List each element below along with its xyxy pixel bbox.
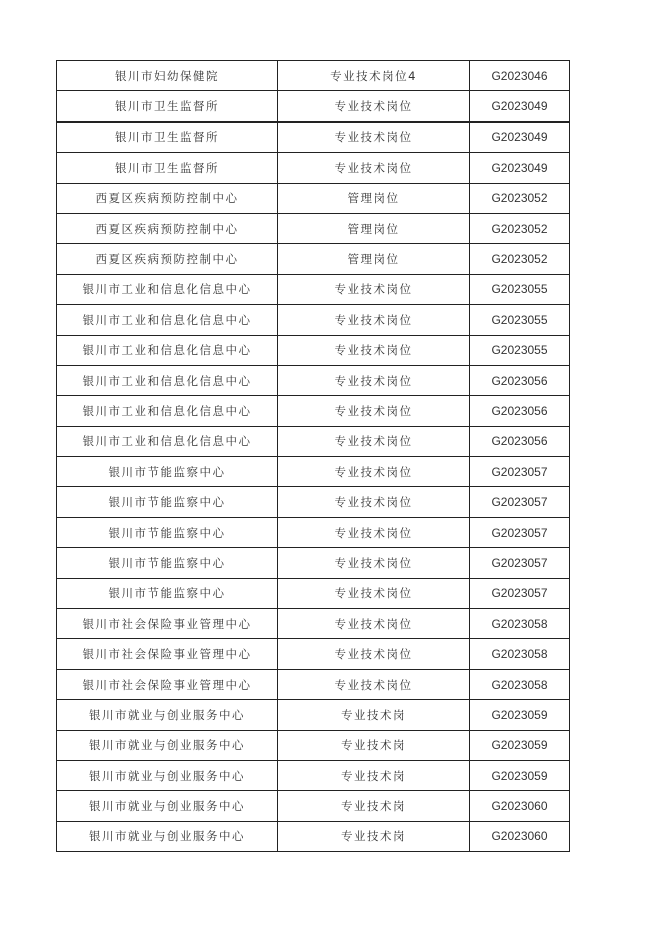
unit-cell: 银川市节能监察中心	[57, 487, 278, 517]
table-row	[57, 609, 570, 639]
code-cell: G2023049	[470, 122, 570, 153]
post-cell: 专业技术岗	[278, 730, 470, 760]
unit-cell: 西夏区疾病预防控制中心	[57, 244, 278, 274]
unit-cell: 银川市工业和信息化信息中心	[57, 426, 278, 456]
table-row	[57, 517, 570, 547]
table-row	[57, 669, 570, 699]
unit-cell: 西夏区疾病预防控制中心	[57, 183, 278, 213]
code-cell: G2023058	[470, 669, 570, 699]
unit-cell: 银川市社会保险事业管理中心	[57, 639, 278, 669]
table-row	[57, 760, 570, 790]
unit-cell: 西夏区疾病预防控制中心	[57, 213, 278, 243]
code-cell: G2023057	[470, 487, 570, 517]
code-cell: G2023049	[470, 91, 570, 122]
code-cell: G2023046	[470, 61, 570, 91]
table-row	[57, 791, 570, 821]
table-row	[57, 426, 570, 456]
positions-table	[56, 60, 570, 852]
table-row	[57, 213, 570, 243]
code-cell: G2023057	[470, 578, 570, 608]
unit-cell: 银川市卫生监督所	[57, 91, 278, 122]
code-cell: G2023059	[470, 700, 570, 730]
code-cell: G2023055	[470, 335, 570, 365]
post-cell: 专业技术岗位	[278, 517, 470, 547]
code-cell: G2023056	[470, 365, 570, 395]
unit-cell: 银川市节能监察中心	[57, 548, 278, 578]
unit-cell: 银川市社会保险事业管理中心	[57, 609, 278, 639]
post-cell: 专业技术岗位	[278, 274, 470, 304]
code-cell: G2023059	[470, 760, 570, 790]
code-cell: G2023055	[470, 274, 570, 304]
post-cell: 专业技术岗位	[278, 548, 470, 578]
table-row	[57, 821, 570, 851]
table-row	[57, 396, 570, 426]
post-cell: 管理岗位	[278, 213, 470, 243]
unit-cell: 银川市工业和信息化信息中心	[57, 305, 278, 335]
post-cell: 专业技术岗位4	[278, 61, 470, 91]
unit-cell: 银川市节能监察中心	[57, 517, 278, 547]
unit-cell: 银川市妇幼保健院	[57, 61, 278, 91]
post-cell: 专业技术岗位	[278, 122, 470, 153]
code-cell: G2023060	[470, 821, 570, 851]
post-cell: 专业技术岗	[278, 791, 470, 821]
unit-cell: 银川市就业与创业服务中心	[57, 730, 278, 760]
table-row	[57, 365, 570, 395]
table-row	[57, 305, 570, 335]
unit-cell: 银川市工业和信息化信息中心	[57, 396, 278, 426]
post-cell: 专业技术岗位	[278, 609, 470, 639]
post-cell: 专业技术岗位	[278, 305, 470, 335]
unit-cell: 银川市社会保险事业管理中心	[57, 669, 278, 699]
code-cell: G2023052	[470, 213, 570, 243]
post-cell: 管理岗位	[278, 244, 470, 274]
table-row	[57, 122, 570, 153]
code-cell: G2023058	[470, 639, 570, 669]
unit-cell: 银川市节能监察中心	[57, 578, 278, 608]
table-row	[57, 730, 570, 760]
code-cell: G2023059	[470, 730, 570, 760]
unit-cell: 银川市卫生监督所	[57, 122, 278, 153]
code-cell: G2023056	[470, 426, 570, 456]
post-cell: 专业技术岗位	[278, 335, 470, 365]
post-cell: 专业技术岗位	[278, 396, 470, 426]
code-cell: G2023057	[470, 548, 570, 578]
post-cell: 专业技术岗位	[278, 669, 470, 699]
table-row	[57, 183, 570, 213]
unit-cell: 银川市节能监察中心	[57, 457, 278, 487]
post-cell: 专业技术岗位	[278, 487, 470, 517]
table-row	[57, 153, 570, 183]
unit-cell: 银川市工业和信息化信息中心	[57, 274, 278, 304]
post-cell: 专业技术岗	[278, 700, 470, 730]
unit-cell: 银川市就业与创业服务中心	[57, 760, 278, 790]
post-cell: 专业技术岗	[278, 821, 470, 851]
code-cell: G2023056	[470, 396, 570, 426]
unit-cell: 银川市就业与创业服务中心	[57, 821, 278, 851]
code-cell: G2023052	[470, 183, 570, 213]
table-row	[57, 700, 570, 730]
code-cell: G2023049	[470, 153, 570, 183]
code-cell: G2023055	[470, 305, 570, 335]
table-row	[57, 61, 570, 91]
post-cell: 管理岗位	[278, 183, 470, 213]
post-cell: 专业技术岗位	[278, 365, 470, 395]
post-cell: 专业技术岗位	[278, 578, 470, 608]
table-row	[57, 244, 570, 274]
code-cell: G2023057	[470, 457, 570, 487]
post-cell: 专业技术岗位	[278, 426, 470, 456]
unit-cell: 银川市就业与创业服务中心	[57, 700, 278, 730]
table-row	[57, 274, 570, 304]
unit-cell: 银川市工业和信息化信息中心	[57, 365, 278, 395]
unit-cell: 银川市就业与创业服务中心	[57, 791, 278, 821]
table-row	[57, 487, 570, 517]
table-body	[57, 61, 570, 852]
code-cell: G2023060	[470, 791, 570, 821]
code-cell: G2023057	[470, 517, 570, 547]
post-cell: 专业技术岗位	[278, 457, 470, 487]
code-cell: G2023052	[470, 244, 570, 274]
post-cell: 专业技术岗	[278, 760, 470, 790]
table-row	[57, 457, 570, 487]
post-cell: 专业技术岗位	[278, 153, 470, 183]
table-row	[57, 91, 570, 122]
post-cell: 专业技术岗位	[278, 91, 470, 122]
table-row	[57, 335, 570, 365]
unit-cell: 银川市工业和信息化信息中心	[57, 335, 278, 365]
unit-cell: 银川市卫生监督所	[57, 153, 278, 183]
table-row	[57, 639, 570, 669]
table-row	[57, 548, 570, 578]
code-cell: G2023058	[470, 609, 570, 639]
table-row	[57, 578, 570, 608]
post-cell: 专业技术岗位	[278, 639, 470, 669]
